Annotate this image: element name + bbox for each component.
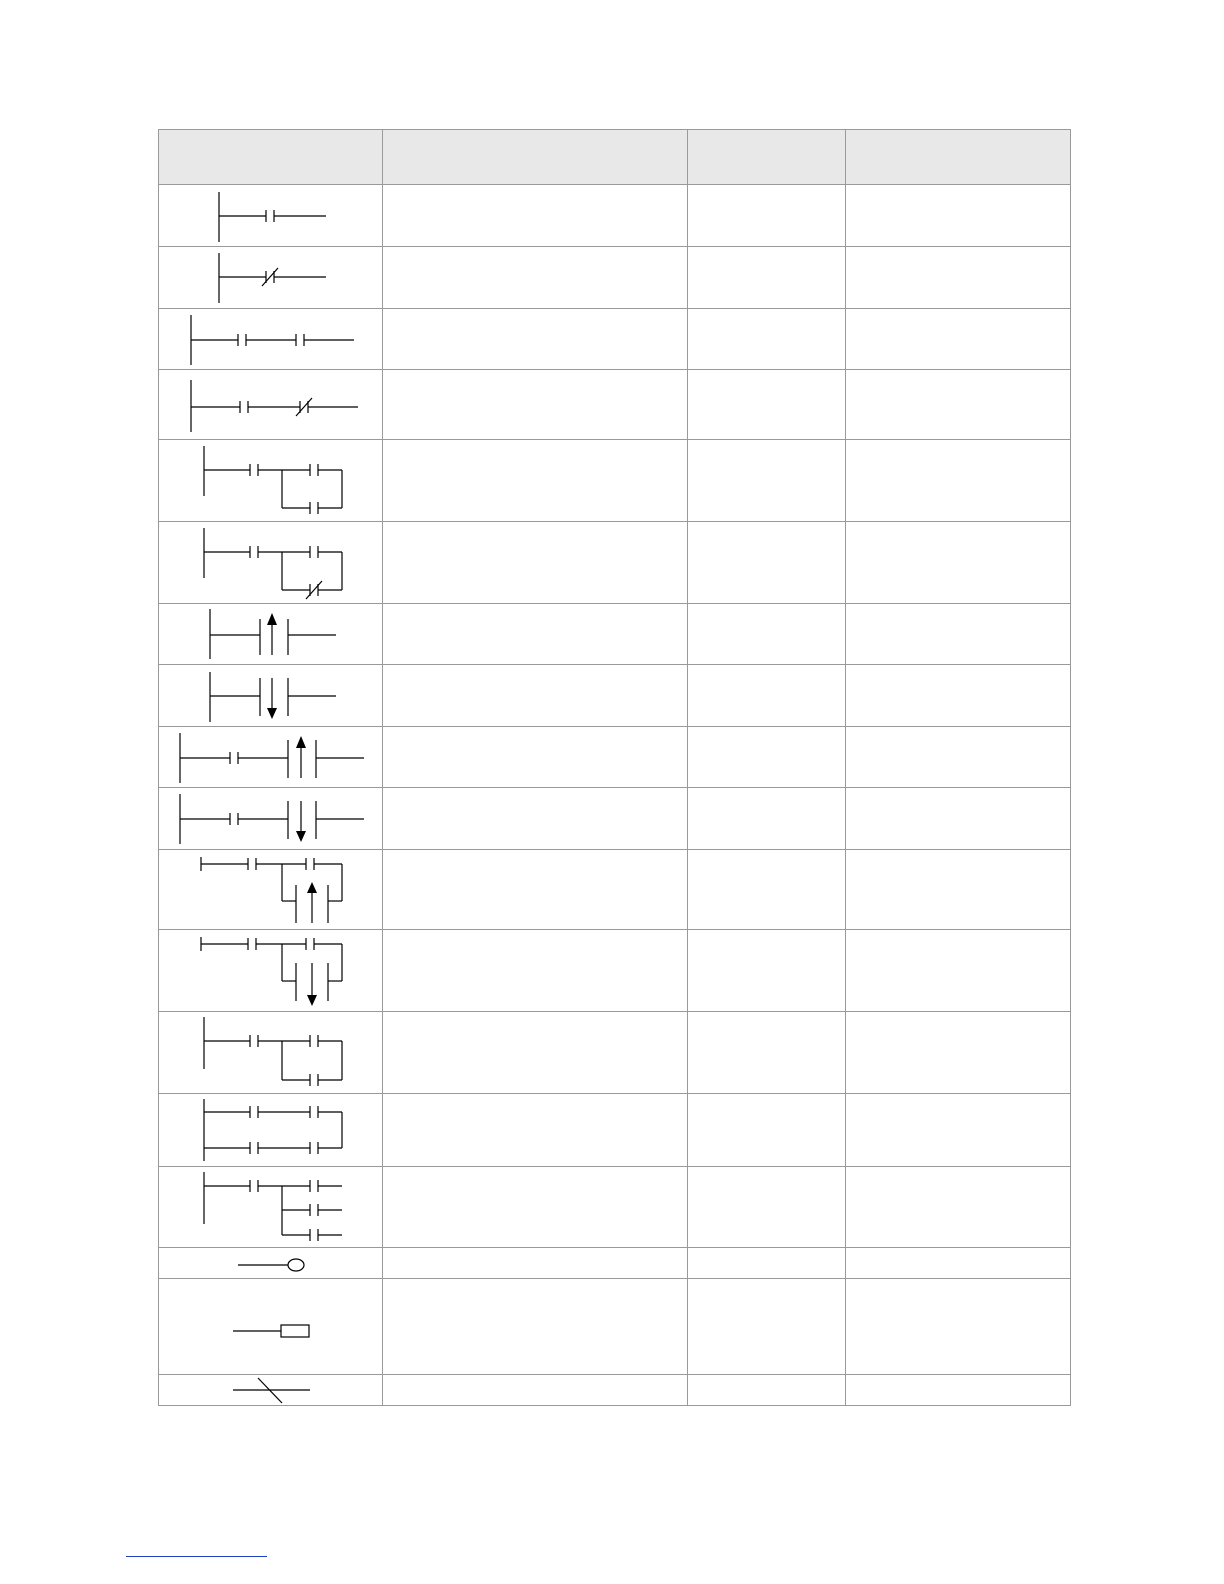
table-row — [159, 788, 1071, 850]
row-description — [383, 930, 688, 1012]
row-note — [846, 1279, 1071, 1375]
rising-edge-contact-icon — [160, 605, 382, 664]
row-value — [688, 1094, 846, 1167]
row-note — [846, 1375, 1071, 1406]
row-description — [383, 309, 688, 370]
parallel-falling-edge-icon — [160, 931, 382, 1011]
coil-output-icon — [160, 1249, 382, 1278]
no-contact-icon — [160, 186, 382, 246]
header-col1 — [159, 130, 383, 185]
table-row — [159, 930, 1071, 1012]
row-note — [846, 604, 1071, 665]
table-row — [159, 185, 1071, 247]
header-col2 — [383, 130, 688, 185]
row-note — [846, 727, 1071, 788]
ladder-symbol-table — [158, 129, 1071, 1406]
row-description — [383, 788, 688, 850]
table-row — [159, 1248, 1071, 1279]
multiple-output-icon — [160, 1168, 382, 1247]
row-value — [688, 1279, 846, 1375]
row-value — [688, 370, 846, 440]
table-row — [159, 727, 1071, 788]
row-note — [846, 1094, 1071, 1167]
row-value — [688, 930, 846, 1012]
row-value — [688, 604, 846, 665]
footer-link-underline[interactable] — [126, 1556, 267, 1557]
row-value — [688, 850, 846, 930]
series-no-contact-icon — [160, 310, 382, 369]
table-row — [159, 604, 1071, 665]
row-value — [688, 1167, 846, 1248]
nc-contact-icon — [160, 248, 382, 308]
table-row — [159, 440, 1071, 522]
row-description — [383, 1279, 688, 1375]
row-value — [688, 665, 846, 727]
row-description — [383, 1012, 688, 1094]
table-row — [159, 1094, 1071, 1167]
series-falling-edge-icon — [160, 789, 382, 849]
table-row — [159, 1279, 1071, 1375]
header-col4 — [846, 130, 1071, 185]
row-note — [846, 1012, 1071, 1094]
table-row — [159, 850, 1071, 930]
row-note — [846, 788, 1071, 850]
block-series-icon — [160, 1095, 382, 1166]
row-description — [383, 665, 688, 727]
table-row — [159, 665, 1071, 727]
row-note — [846, 1248, 1071, 1279]
block-parallel-icon — [160, 1013, 382, 1093]
row-value — [688, 788, 846, 850]
table-row — [159, 1012, 1071, 1094]
row-description — [383, 247, 688, 309]
row-description — [383, 1167, 688, 1248]
row-note — [846, 247, 1071, 309]
row-description — [383, 440, 688, 522]
table-row — [159, 522, 1071, 604]
row-value — [688, 727, 846, 788]
row-description — [383, 185, 688, 247]
row-value — [688, 522, 846, 604]
series-nc-contact-icon — [160, 371, 382, 439]
falling-edge-contact-icon — [160, 666, 382, 726]
row-value — [688, 185, 846, 247]
row-description — [383, 522, 688, 604]
inverse-logic-icon — [160, 1376, 382, 1405]
row-value — [688, 247, 846, 309]
row-value — [688, 440, 846, 522]
table-row — [159, 370, 1071, 440]
header-col3 — [688, 130, 846, 185]
row-description — [383, 850, 688, 930]
series-rising-edge-icon — [160, 728, 382, 787]
table-row — [159, 309, 1071, 370]
row-note — [846, 1167, 1071, 1248]
parallel-rising-edge-icon — [160, 851, 382, 929]
row-note — [846, 665, 1071, 727]
row-note — [846, 440, 1071, 522]
row-value — [688, 1012, 846, 1094]
table-row — [159, 1375, 1071, 1406]
row-note — [846, 930, 1071, 1012]
row-value — [688, 1375, 846, 1406]
row-value — [688, 1248, 846, 1279]
row-description — [383, 604, 688, 665]
row-description — [383, 1094, 688, 1167]
row-description — [383, 1375, 688, 1406]
row-description — [383, 727, 688, 788]
table-row — [159, 247, 1071, 309]
row-description — [383, 370, 688, 440]
row-note — [846, 522, 1071, 604]
row-value — [688, 309, 846, 370]
row-note — [846, 309, 1071, 370]
table-header-row — [159, 130, 1071, 185]
parallel-no-contact-icon — [160, 441, 382, 521]
application-instruction-icon — [160, 1280, 382, 1374]
table-row — [159, 1167, 1071, 1248]
row-note — [846, 185, 1071, 247]
row-note — [846, 850, 1071, 930]
parallel-nc-contact-icon — [160, 523, 382, 603]
row-description — [383, 1248, 688, 1279]
row-note — [846, 370, 1071, 440]
